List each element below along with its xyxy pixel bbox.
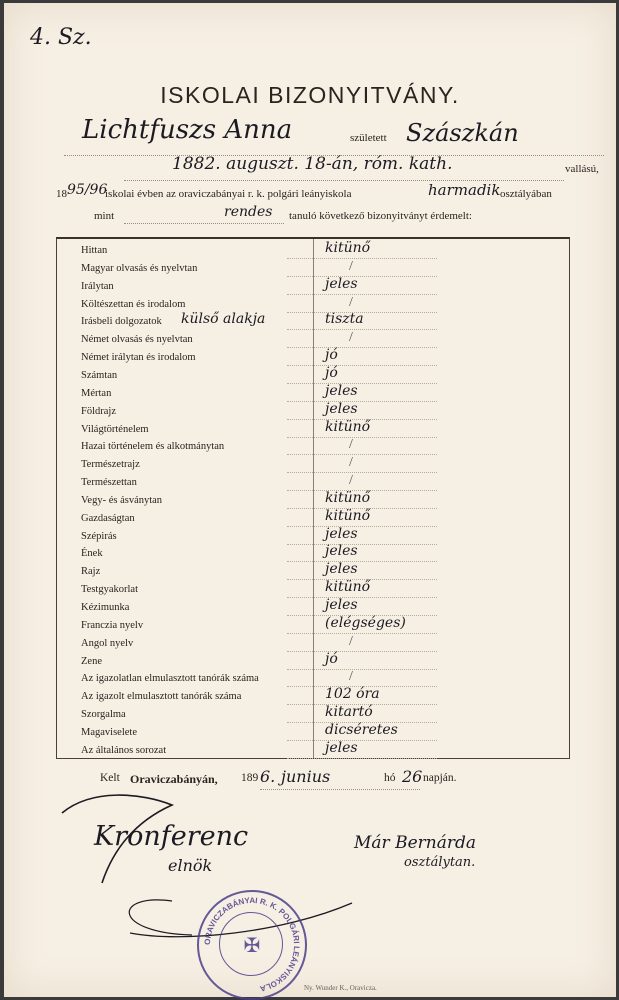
religion-suffix: vallású, bbox=[565, 163, 599, 175]
director-signature: Kronferenc bbox=[94, 821, 249, 852]
grade-line bbox=[287, 597, 437, 598]
reference-number: 4. Sz. bbox=[30, 25, 92, 50]
printer-imprint: Ny. Wunder K., Oravicza. bbox=[304, 984, 377, 992]
subject-name: Franczia nyelv bbox=[81, 619, 144, 631]
subject-grade: dicséretes bbox=[325, 721, 398, 738]
subject-grade: jeles bbox=[325, 739, 358, 756]
grades-table bbox=[56, 237, 570, 759]
grade-line bbox=[287, 365, 437, 366]
birth-date: 1882. auguszt. 18-án, róm. kath. bbox=[172, 154, 453, 174]
subject-grade: jó bbox=[325, 347, 338, 364]
school-seal bbox=[197, 890, 307, 1000]
subject-grade: kitünő bbox=[325, 240, 371, 256]
certificate-sheet bbox=[4, 3, 616, 997]
subject-name: Irásbeli dolgozatok bbox=[81, 316, 162, 328]
kelt-napjan: napján. bbox=[423, 772, 457, 784]
director-title: elnök bbox=[168, 856, 213, 875]
subject-grade: kitünő bbox=[325, 489, 371, 506]
subject-grade: kitünő bbox=[325, 579, 371, 596]
subject-name: Mértan bbox=[81, 387, 112, 399]
class-suffix: osztályában bbox=[500, 188, 552, 200]
subject-grade: jeles bbox=[325, 543, 358, 560]
empty-grade-mark: / bbox=[349, 294, 353, 310]
grade-line bbox=[287, 294, 437, 295]
grade-line bbox=[287, 651, 437, 652]
subject-name: Gazdaságtan bbox=[81, 512, 135, 524]
subject-name: Szorgalma bbox=[81, 709, 126, 721]
subject-extra: külső alakja bbox=[181, 311, 266, 328]
subject-name: Költészettan és irodalom bbox=[81, 298, 186, 310]
subject-grade: jeles bbox=[325, 561, 358, 578]
grade-line bbox=[287, 544, 437, 545]
grade-line bbox=[287, 758, 437, 759]
mint-text: tanuló következő bizonyitványt érdemelt: bbox=[289, 210, 472, 222]
class-name: harmadik bbox=[428, 181, 501, 199]
empty-grade-mark: / bbox=[349, 437, 353, 453]
subject-name: Magaviselete bbox=[81, 726, 137, 738]
seal-text-ring bbox=[199, 892, 305, 998]
subject-name: Az igazolt elmulasztott tanórák száma bbox=[81, 691, 242, 703]
empty-grade-mark: / bbox=[349, 330, 353, 346]
page-title: ISKOLAI BIZONYITVÁNY. bbox=[160, 82, 460, 108]
mint-label: mint bbox=[94, 210, 115, 222]
kelt-year-digit: 6. bbox=[260, 767, 276, 786]
grade-line bbox=[287, 740, 437, 741]
subject-grade: kitartó bbox=[325, 704, 373, 721]
empty-grade-mark: / bbox=[349, 258, 353, 274]
subject-grade: tiszta bbox=[325, 311, 364, 328]
subject-name: Testgyakorlat bbox=[81, 584, 138, 596]
subject-grade: jeles bbox=[325, 400, 358, 417]
subject-name: Kézimunka bbox=[81, 602, 130, 613]
table-divider bbox=[313, 239, 314, 758]
grade-line bbox=[287, 561, 437, 562]
svg-text:✠: ✠ bbox=[243, 933, 261, 957]
grade-line bbox=[287, 329, 437, 330]
student-status: rendes bbox=[224, 204, 273, 220]
status-line bbox=[124, 223, 284, 224]
kelt-label: Kelt bbox=[100, 772, 120, 784]
subject-name: Rajz bbox=[81, 566, 101, 578]
born-place: Szászkán bbox=[406, 119, 519, 147]
kelt-year-prefix: 189 bbox=[241, 772, 259, 784]
subject-grade: jeles bbox=[325, 597, 358, 613]
subject-name: Hazai történelem és alkotmánytan bbox=[81, 441, 225, 453]
subject-name: Szépirás bbox=[81, 530, 117, 542]
kelt-month: junius bbox=[281, 767, 331, 786]
subject-name: Földrajz bbox=[81, 405, 116, 417]
subject-name: Az igazolatlan elmulasztott tanórák száma bbox=[81, 673, 259, 685]
subject-name: Számtan bbox=[81, 369, 118, 381]
subject-name: Vegy- és ásványtan bbox=[81, 494, 163, 506]
empty-grade-mark: / bbox=[349, 633, 353, 649]
subject-name: Természetrajz bbox=[81, 459, 140, 471]
subject-grade: jó bbox=[325, 650, 338, 667]
svg-text:ORAVICZABÁNYAI R. K. POLGÁRI L: ORAVICZABÁNYAI R. K. POLGÁRI LEÁNYISKOLA bbox=[202, 895, 302, 994]
subject-grade: jeles bbox=[325, 275, 358, 292]
subject-grade: jeles bbox=[325, 525, 358, 542]
grade-line bbox=[287, 437, 437, 438]
subject-grade: jeles bbox=[325, 382, 358, 399]
kelt-day: 26 bbox=[402, 767, 423, 786]
empty-grade-mark: / bbox=[349, 669, 353, 685]
subject-name: Hittan bbox=[81, 245, 108, 256]
subject-grade: (elégséges) bbox=[325, 614, 406, 631]
grade-line bbox=[287, 276, 437, 277]
subject-name: Német olvasás és nyelvtan bbox=[81, 334, 193, 346]
subject-grade: kitünő bbox=[325, 507, 371, 524]
school-year: 95/96 bbox=[67, 182, 108, 198]
grade-line bbox=[287, 401, 437, 402]
grade-line bbox=[287, 472, 437, 473]
subject-name: Zene bbox=[81, 655, 102, 667]
subject-name: Természettan bbox=[81, 477, 137, 489]
born-label: született bbox=[350, 132, 387, 144]
grade-line bbox=[287, 669, 437, 670]
teacher-title: osztálytan. bbox=[404, 855, 476, 870]
subject-name: Magyar olvasás és nyelvtan bbox=[81, 262, 198, 274]
subject-grade: 102 óra bbox=[325, 686, 380, 703]
subject-name: Világtörténelem bbox=[81, 423, 149, 435]
school-text: iskolai évben az oraviczabányai r. k. polgári leányiskola bbox=[105, 188, 352, 200]
student-name: Lichtfuszs Anna bbox=[82, 115, 293, 145]
subject-name: Angol nyelv bbox=[81, 637, 134, 649]
grade-line bbox=[287, 347, 437, 348]
grade-line bbox=[287, 633, 437, 634]
grade-line bbox=[287, 258, 437, 259]
subject-grade: kitünő bbox=[325, 418, 371, 435]
empty-grade-mark: / bbox=[349, 455, 353, 471]
subject-name: Ének bbox=[81, 548, 103, 560]
year-prefix: 18 bbox=[56, 188, 67, 200]
subject-name: Irálytan bbox=[81, 280, 114, 292]
grade-line bbox=[287, 383, 437, 384]
kelt-ho: hó bbox=[384, 772, 396, 784]
empty-grade-mark: / bbox=[349, 473, 353, 489]
grade-line bbox=[287, 454, 437, 455]
kelt-place: Oraviczabányán, bbox=[130, 772, 218, 786]
teacher-signature: Már Bernárda bbox=[354, 833, 476, 853]
subject-name: Német irálytan és irodalom bbox=[81, 352, 196, 364]
subject-name: Az általános sorozat bbox=[81, 744, 167, 756]
subject-grade: jó bbox=[325, 364, 338, 381]
grade-line bbox=[287, 526, 437, 527]
